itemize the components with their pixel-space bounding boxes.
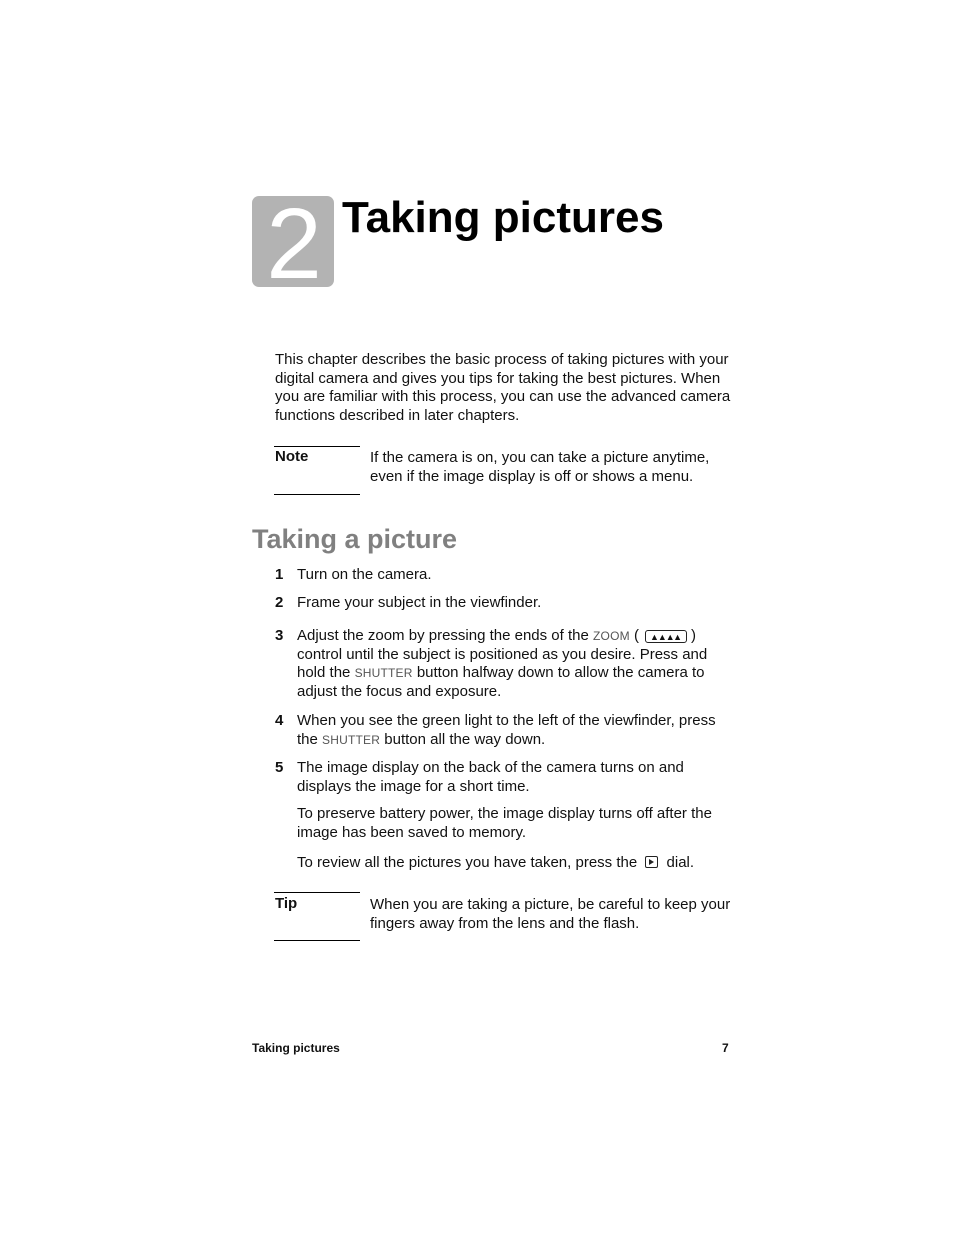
step-text — [297, 627, 735, 702]
step-4-text-post: button all the way down. — [384, 730, 546, 748]
step-text: Turn on the camera. — [297, 566, 432, 583]
step-text: The image display on the back of the camera turns on and displays the image for a short time. — [297, 759, 684, 795]
step-3-text-mid: control until the subject is positioned as you desire. Press and hold the — [297, 645, 708, 682]
step-5 — [275, 759, 735, 796]
section-title: Taking a picture — [252, 524, 458, 554]
tip-label: Tip — [275, 895, 298, 912]
zoom-lever-icon: ▲▲▲ ▲ — [645, 630, 687, 643]
chapter-number: 2 — [266, 187, 320, 300]
step-number: 1 — [275, 566, 284, 583]
playback-icon — [645, 856, 658, 868]
zoom-control-name: ZOOM — [593, 629, 630, 643]
chapter-title: Taking pictures — [342, 193, 664, 242]
note-bottom-rule — [274, 494, 360, 495]
paren-open: ( — [633, 627, 639, 644]
step-2 — [275, 594, 735, 613]
tip-text: When you are taking a picture, be careful to keep your fingers away from the lens and the flash. — [370, 896, 731, 932]
review-paragraph — [297, 854, 735, 873]
review-text-pre: To review all the pictures you have taken, press the — [297, 854, 638, 871]
note-top-rule — [274, 446, 360, 447]
chapter-number-badge — [252, 187, 334, 300]
battery-paragraph: To preserve battery power, the image display turns off after the image has been saved to memory. — [297, 805, 712, 841]
intro-paragraph: This chapter describes the basic process of taking pictures with your digital camera and gives you tips for taking the best pictures. When you are familiar with this process, you can use the advanced camera functions described in later chapters. — [275, 351, 731, 425]
step-number: 5 — [275, 759, 284, 776]
step-number: 4 — [275, 712, 284, 729]
tip-bottom-rule — [274, 940, 360, 941]
step-text: Frame your subject in the viewfinder. — [297, 594, 542, 611]
step-3 — [275, 627, 735, 702]
step-number: 2 — [275, 594, 284, 611]
step-3-text-pre: Adjust the zoom by pressing the ends of the — [297, 627, 589, 644]
page-number: 7 — [722, 1041, 729, 1055]
note-label: Note — [275, 448, 309, 465]
step-3-text-post: button halfway down to allow the camera to adjust the focus and exposure. — [297, 664, 705, 701]
paren-close: ) — [690, 627, 696, 644]
step-1 — [275, 566, 735, 585]
shutter-button-name: SHUTTER — [322, 732, 381, 747]
tip-top-rule — [274, 892, 360, 893]
step-4-text-pre: When you see the green light to the left of the viewfinder, press the — [297, 712, 716, 748]
step-text — [297, 712, 735, 749]
footer-title: Taking pictures — [252, 1041, 340, 1055]
review-text-post: dial. — [666, 854, 695, 871]
step-4 — [275, 712, 735, 749]
step-number: 3 — [275, 627, 284, 644]
note-text: If the camera is on, you can take a picture anytime, even if the image display is off or shows a menu. — [370, 449, 710, 485]
shutter-button-name: SHUTTER — [354, 666, 413, 681]
